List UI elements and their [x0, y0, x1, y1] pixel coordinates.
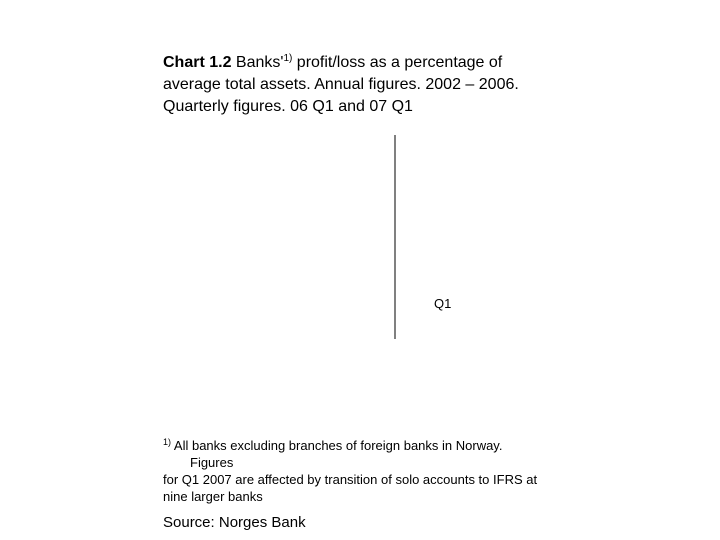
- chart-title-label: Chart 1.2: [163, 54, 232, 71]
- chart-title-rest: profit/loss as a percentage of average total assets. Annual figures. 2002 – 2006. Quarterly figures. 06 Q1 and 07 Q1: [163, 54, 519, 115]
- chart-title-main: Banks': [231, 54, 284, 71]
- footnote-line-2: Figures: [190, 455, 234, 470]
- footnote: [163, 437, 563, 505]
- chart-title-footnote-marker: 1): [283, 53, 293, 64]
- footnote-line-3: for Q1 2007 are affected by transition of solo accounts to IFRS at nine larger banks: [163, 472, 538, 504]
- source-note: Source: Norges Bank: [163, 514, 306, 531]
- footnote-line-1: All banks excluding branches of foreign banks in Norway.: [171, 438, 503, 453]
- category-label-q1: Q1: [434, 296, 452, 311]
- footnote-marker: 1): [163, 437, 172, 447]
